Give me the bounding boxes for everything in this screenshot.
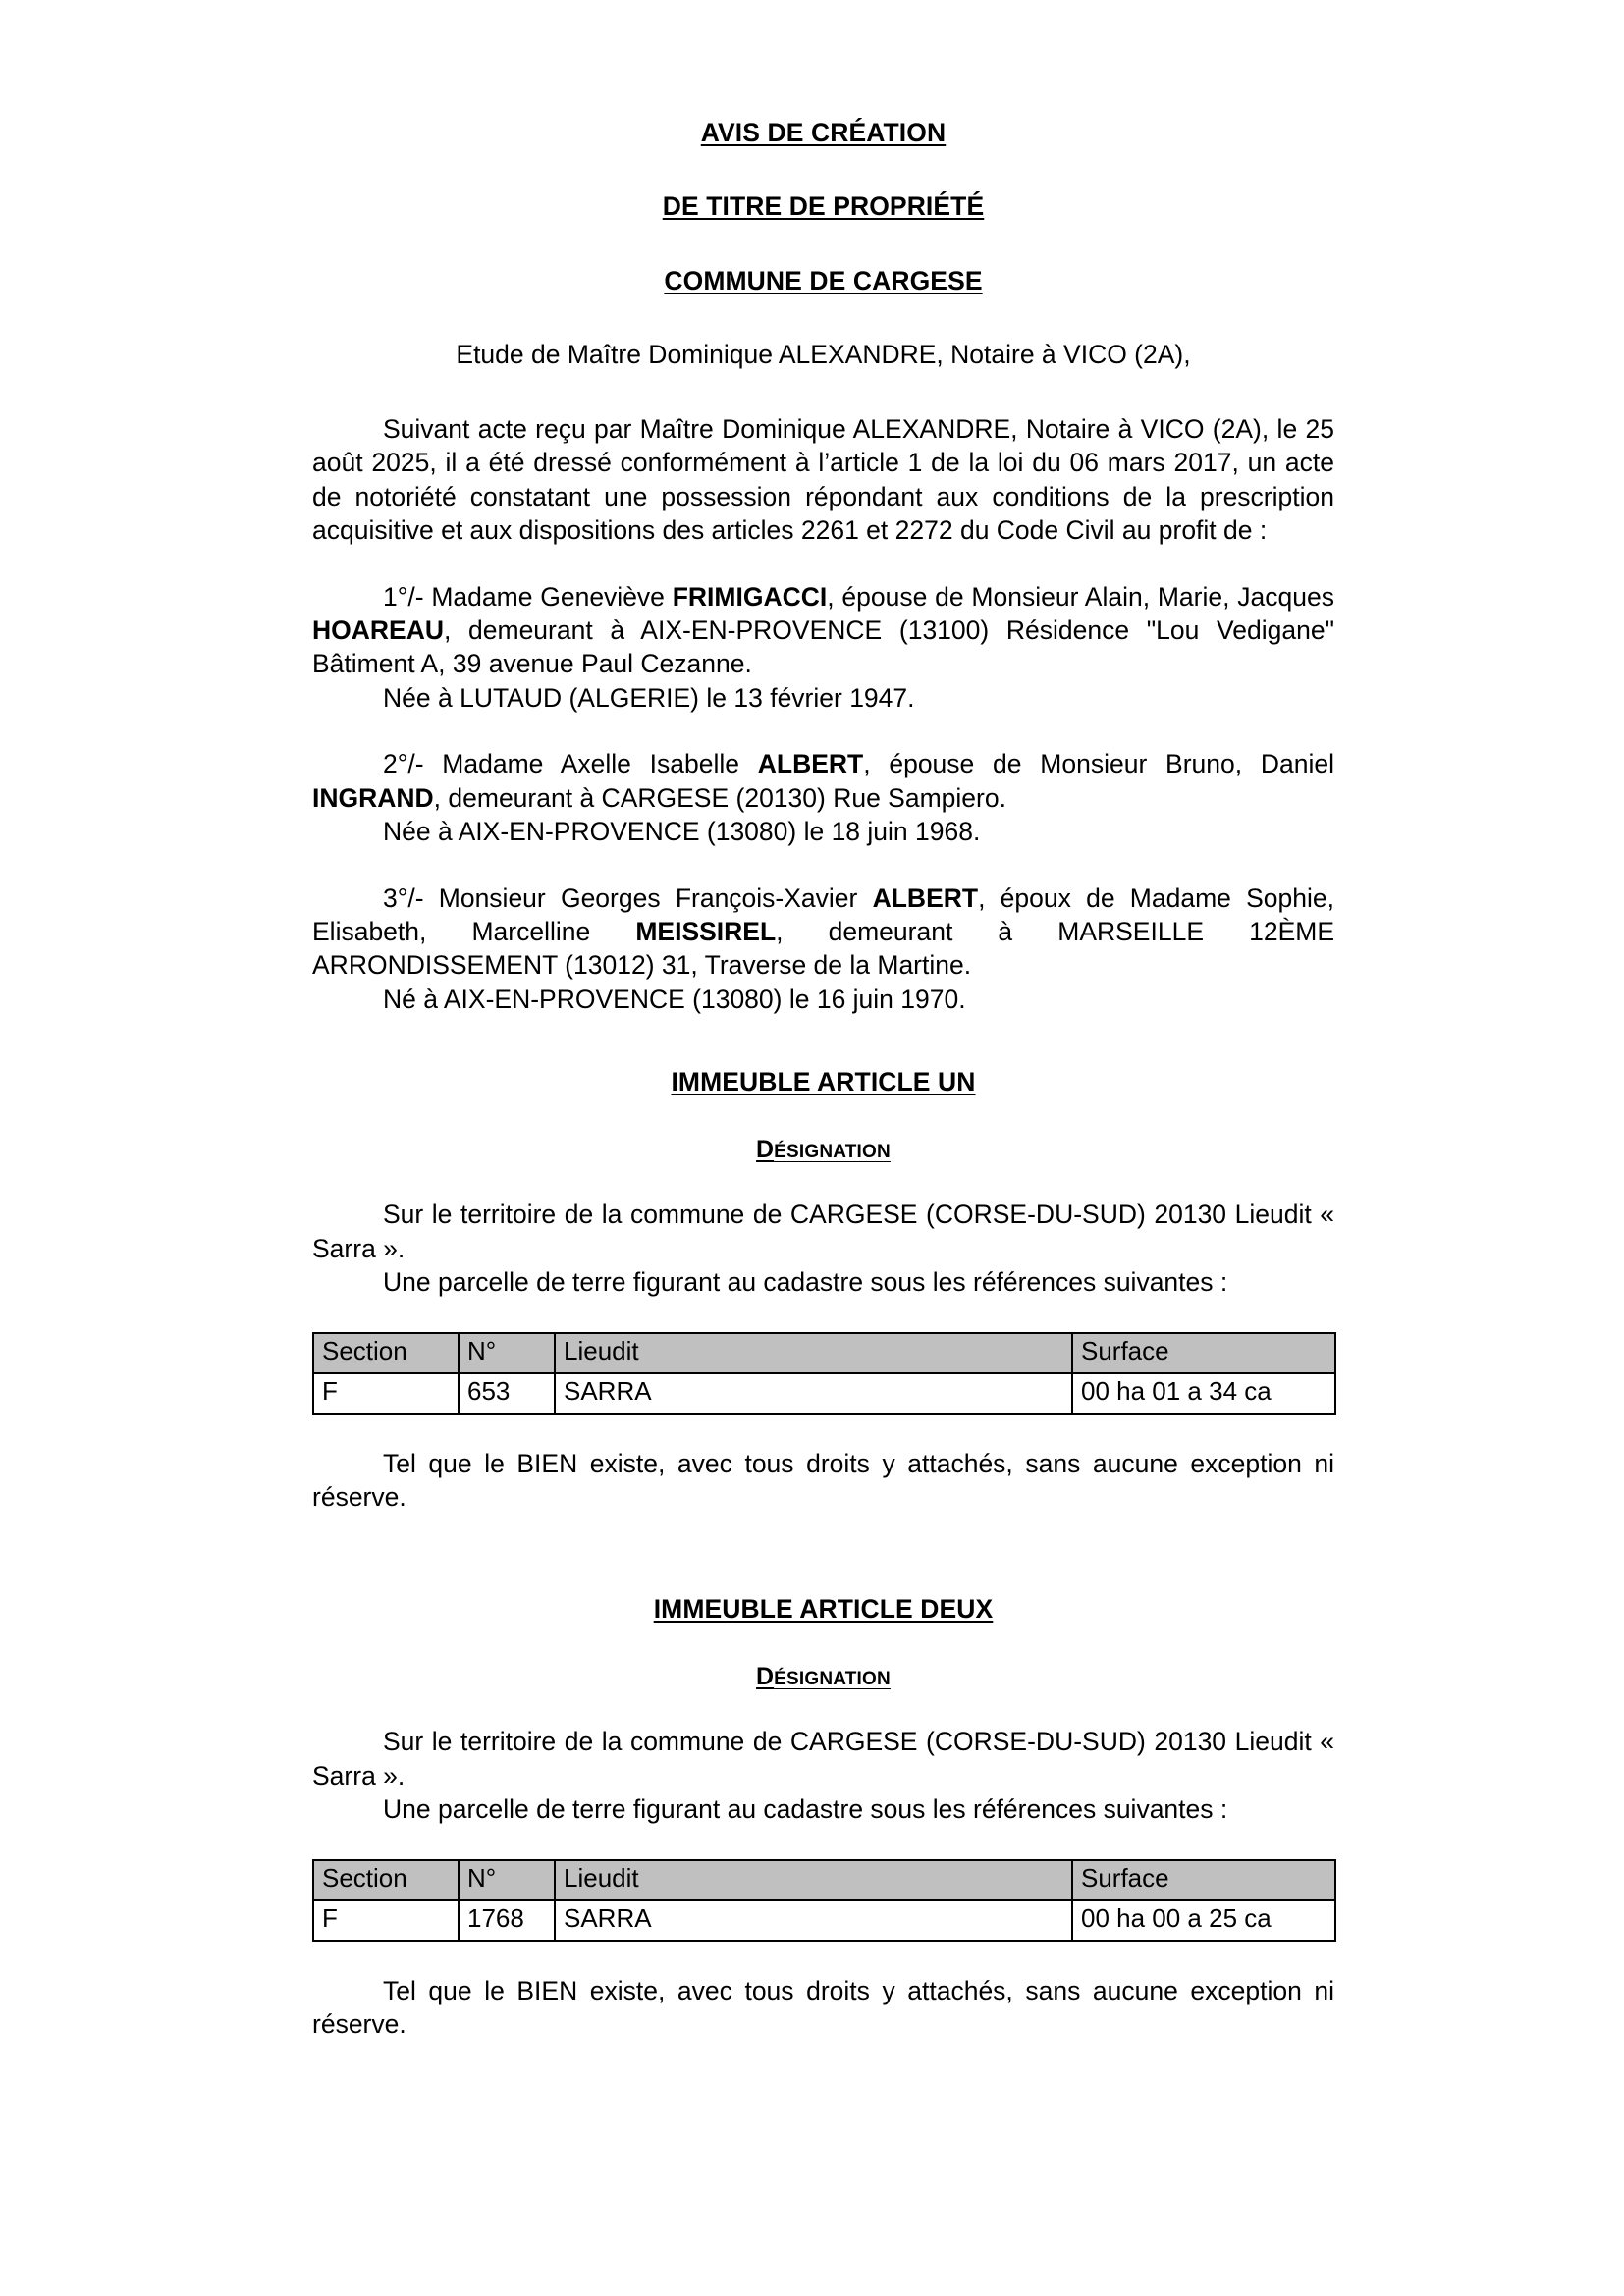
article-1-designation-rest: ÉSIGNATION [774,1141,891,1162]
article-2-designation-rest: ÉSIGNATION [774,1668,891,1689]
party-3-text-c: , demeurant à MARSEILLE 12ÈME ARRONDISSEMENT (13012) 31, Traverse de la Martine. [312,917,1334,981]
table-row [313,1373,1335,1414]
article-2-title [312,1592,1334,1626]
party-3-marker: 3°/- [383,882,439,913]
etude-notaire-line: Etude de Maître Dominique ALEXANDRE, Notaire à VICO (2A), [456,340,1191,370]
party-3-surname-1: ALBERT [872,882,979,913]
party-entry-3 [312,881,1334,983]
spacer [312,1099,1334,1132]
article-1-cadastre-table [312,1332,1336,1415]
party-2-marker: 2°/- [383,749,443,779]
spacer [312,1942,1334,1974]
table-cell-numero: 1768 [459,1900,555,1941]
article-1-territory: Sur le territoire de la commune de CARGESE (CORSE-DU-SUD) 20130 Lieudit « Sarra ». [312,1200,1334,1263]
party-2-birth: Née à AIX-EN-PROVENCE (13080) le 18 juin 1968. [383,817,981,847]
article-2-cadastre-table [312,1859,1336,1942]
table-header-lieudit: Lieudit [555,1860,1072,1900]
party-2-surname-2: INGRAND [312,782,434,813]
spacer [312,1300,1334,1332]
article-2-designation-heading [312,1659,1334,1693]
party-1-text-a: Madame Geneviève [431,581,673,612]
table-cell-section: F [313,1373,459,1414]
spacer [312,1514,1334,1592]
table-header-section: Section [313,1333,459,1373]
party-entry-1 [312,580,1334,681]
table-header-surface: Surface [1072,1333,1335,1373]
article-2-closing: Tel que le BIEN existe, avec tous droits y attachés, sans aucune exception ni réserve. [312,1975,1334,2040]
spacer [312,297,1334,338]
article-1-designation-heading [312,1132,1334,1166]
table-header-surface: Surface [1072,1860,1335,1900]
spacer [312,1165,1334,1198]
party-1-marker: 1°/- [383,581,432,612]
title-avis-de-creation [312,116,1334,149]
party-entry-2 [312,747,1334,815]
table-header-numero: N° [459,1333,555,1373]
party-2-text-c: , demeurant à CARGESE (20130) Rue Sampiero. [433,782,1006,813]
title-de-titre-de-propriete-text: DE TITRE DE PROPRIÉTÉ [662,191,985,222]
party-1-surname-2: HOAREAU [312,614,444,645]
party-1-surname-1: FRIMIGACCI [672,581,828,612]
article-1-closing: Tel que le BIEN existe, avec tous droits y attachés, sans aucune exception ni réserve. [312,1448,1334,1512]
title-commune-de-cargese-text: COMMUNE DE CARGESE [664,265,983,295]
spacer [312,1827,1334,1859]
table-header-row [313,1860,1335,1900]
party-3-birth: Né à AIX-EN-PROVENCE (13080) le 16 juin 1970. [383,984,966,1014]
article-1-title-text: IMMEUBLE ARTICLE UN [671,1067,976,1097]
table-cell-section: F [313,1900,459,1941]
table-header-section: Section [313,1860,459,1900]
spacer [312,849,1334,881]
party-2-surname-1: ALBERT [757,749,864,779]
title-commune-de-cargese [312,264,1334,297]
title-avis-de-creation-text: AVIS DE CRÉATION [700,118,947,147]
party-2-text-b: , épouse de Monsieur Bruno, Daniel [863,749,1334,779]
preamble-paragraph: Suivant acte reçu par Maître Dominique ALEXANDRE, Notaire à VICO (2A), le 25 août 2025, il a été dressé conformément à l’article 1 de la loi du 06 mars 2017, un acte de notoriété constatant une possession répondant aux conditions de la prescription acquisitive et aux dispositions des articles 2261 et 2272 du Code Civil au profit de : [312,413,1334,546]
table-cell-surface: 00 ha 00 a 25 ca [1072,1900,1335,1941]
table-cell-lieudit: SARRA [555,1900,1072,1941]
table-header-row [313,1333,1335,1373]
article-2-territory: Sur le territoire de la commune de CARGESE (CORSE-DU-SUD) 20130 Lieudit « Sarra ». [312,1727,1334,1790]
spacer [312,372,1334,412]
article-2-parcel-intro: Une parcelle de terre figurant au cadastre sous les références suivantes : [383,1794,1228,1825]
table-cell-lieudit: SARRA [555,1373,1072,1414]
party-1-birth: Née à LUTAUD (ALGERIE) le 13 février 1947. [383,682,915,713]
spacer [312,1627,1334,1659]
spacer [312,1415,1334,1447]
spacer [312,149,1334,189]
party-1-text-b: , épouse de Monsieur Alain, Marie, Jacques [827,581,1334,612]
spacer [312,548,1334,580]
table-cell-numero: 653 [459,1373,555,1414]
party-3-text-b: , époux de Madame Sophie, Elisabeth, Marcelline [312,882,1334,946]
article-2-title-text: IMMEUBLE ARTICLE DEUX [653,1594,994,1625]
party-2-text-a: Madame Axelle Isabelle [442,749,758,779]
spacer [312,224,1334,264]
spacer [312,1016,1334,1065]
spacer [312,715,1334,747]
document-body [312,116,1334,2042]
table-header-lieudit: Lieudit [555,1333,1072,1373]
table-header-numero: N° [459,1860,555,1900]
party-1-text-c: , demeurant à AIX-EN-PROVENCE (13100) Résidence "Lou Vedigane" Bâtiment A, 39 avenue Paul Cezanne. [312,614,1334,679]
spacer [312,1692,1334,1725]
party-3-text-a: Monsieur Georges François-Xavier [438,882,873,913]
article-1-designation-initial: D [756,1135,775,1163]
party-3-surname-2: MEISSIREL [635,917,777,946]
article-1-parcel-intro: Une parcelle de terre figurant au cadastre sous les références suivantes : [383,1267,1228,1298]
title-de-titre-de-propriete [312,189,1334,223]
table-cell-surface: 00 ha 01 a 34 ca [1072,1373,1335,1414]
article-2-designation-initial: D [756,1662,775,1690]
table-row [313,1900,1335,1941]
article-1-title [312,1065,1334,1098]
